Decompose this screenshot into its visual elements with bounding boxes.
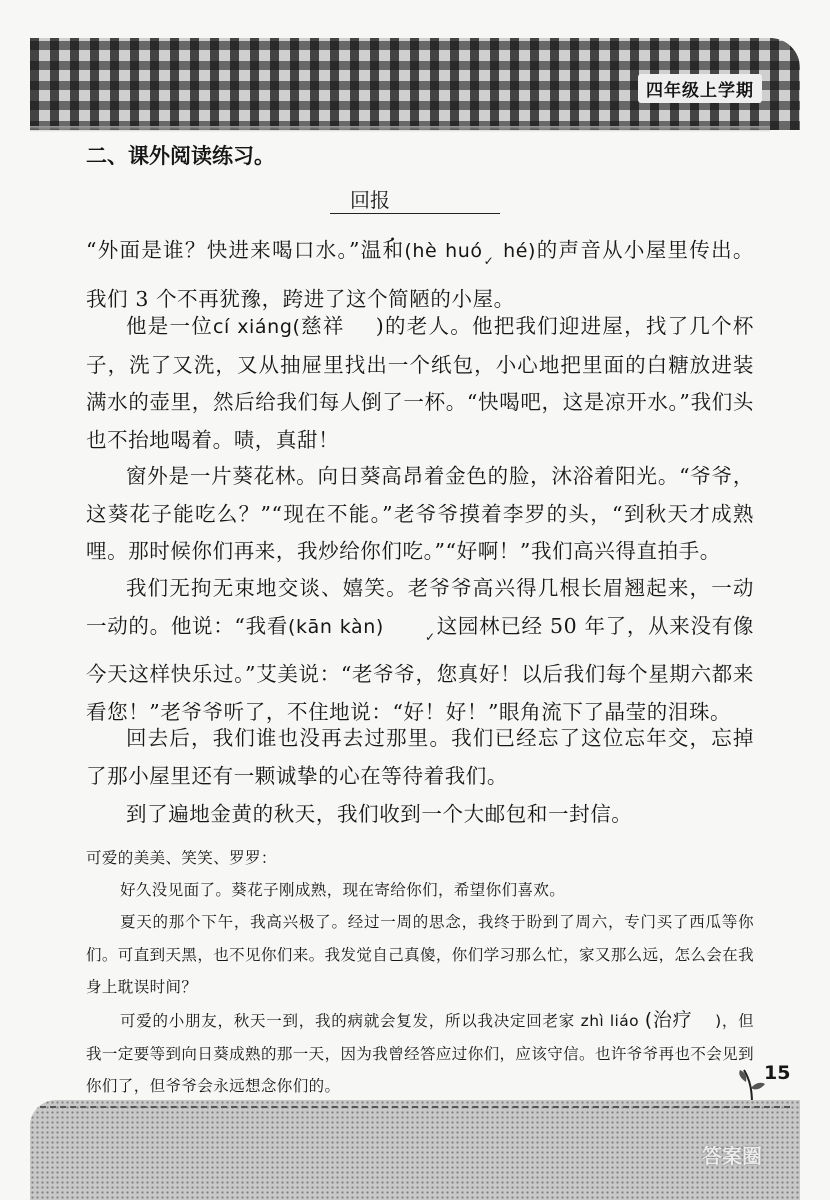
letter-line-3 (86, 1004, 754, 1103)
p1-hanzi-he: 和 (382, 238, 405, 262)
letter-l3-after: )，但我一定要等到向日葵成熟的那一天，因为我曾经答应过你们，应该守信。也许爷爷再也不会见到你们了，但爷爷会永远想念你们的。 (86, 1012, 755, 1095)
page-number: 15 (764, 1062, 791, 1084)
section-title: 二、课外阅读练习。 (86, 144, 275, 168)
letter-l3-before: 可爱的小朋友，秋天一到，我的病就会复发，所以我决定回老家 (120, 1012, 575, 1030)
p2-pinyin: cí xiáng( (213, 316, 301, 338)
watermark-logo: 答案圈 (702, 1144, 762, 1168)
paragraph-4 (86, 570, 754, 731)
leaf-icon (738, 1064, 766, 1104)
letter-line-2: 夏天的那个下午，我高兴极了。经过一周的思念，我终于盼到了周六，专门买了西瓜等你们。可直到天黑，也不见你们来。我发觉自己真傻，你们学习那么忙，家又那么远，怎么会在我身上耽误时间？ (86, 913, 754, 996)
paragraph-3: 窗外是一片葵花林。向日葵高昂着金色的脸，沐浴着阳光。“爷爷，这葵花子能吃么？”“现在不能。”老爷爷摸着李罗的头，“到秋天才成熟哩。那时候你们再来，我炒给你们吃。”“好啊！”我们高兴得直拍手。 (86, 464, 754, 563)
footer-banner (30, 1100, 800, 1200)
header-shadow (30, 126, 770, 132)
p4-after: 这园林已经 50 年了，从来没有像今天这样快乐过。”艾美说：“老爷爷，您真好！以后我们每个星期六都来看您！”老爷爷听了，不住地说：“好！好！”眼角流下了晶莹的泪珠。 (86, 613, 754, 724)
p1-quote: “外面是谁？快进来喝口水。”温 (86, 238, 383, 262)
p1-pinyin-mid: huó✓ (445, 240, 495, 262)
p4-pinyin-b: kàn) ✓ (340, 616, 437, 638)
paragraph-1 (86, 232, 754, 318)
letter-line-1: 好久没见面了。葵花子刚成熟，现在寄给你们，希望你们喜欢。 (120, 881, 566, 899)
paragraph-5: 回去后，我们谁也没再去过那里。我们已经忘了这位忘年交，忘掉了那小屋里还有一颗诚挚的心在等待着我们。 (86, 726, 754, 788)
p2-answer: 慈祥 (300, 314, 345, 338)
check-mark-icon: ✓ (424, 629, 436, 644)
p1-pinyin-close: hé) (503, 240, 537, 262)
grade-label: 四年级上学期 (638, 74, 762, 103)
p4-pinyin-a: (kān (288, 615, 333, 638)
p4-before: 我们无拘无束地交谈、嬉笑。老爷爷高兴得几根长眉翘起来，一动一动的。他说：“我看 (86, 576, 754, 638)
letter-l3-answer: (治疗 (644, 1009, 693, 1031)
paragraph-2 (86, 308, 754, 459)
p2-before: 他是一位 (126, 314, 213, 338)
letter-salutation: 可爱的美美、笑笑、罗罗： (86, 849, 277, 867)
story-title: 回报 (330, 184, 500, 214)
check-mark-icon: ✓ (483, 254, 495, 268)
letter-l3-pinyin: zhì liáo (580, 1012, 640, 1030)
paragraph-6: 到了遍地金黄的秋天，我们收到一个大邮包和一封信。 (126, 802, 633, 826)
p2-after: )的老人。他把我们迎进屋，找了几个杯子，洗了又洗，又从抽屉里找出一个纸包，小心地把里面的白糖放进装满水的壶里，然后给我们每人倒了一杯。“快喝吧，这是凉开水。”我们头也不抬地喝着。啧，真甜！ (86, 314, 755, 452)
p1-pinyin-open: (hè (404, 240, 438, 262)
header-banner (30, 38, 800, 130)
p1-rest: 的声音从小屋里传出。我们 3 个不再犹豫，跨进了这个简陋的小屋。 (86, 238, 754, 311)
